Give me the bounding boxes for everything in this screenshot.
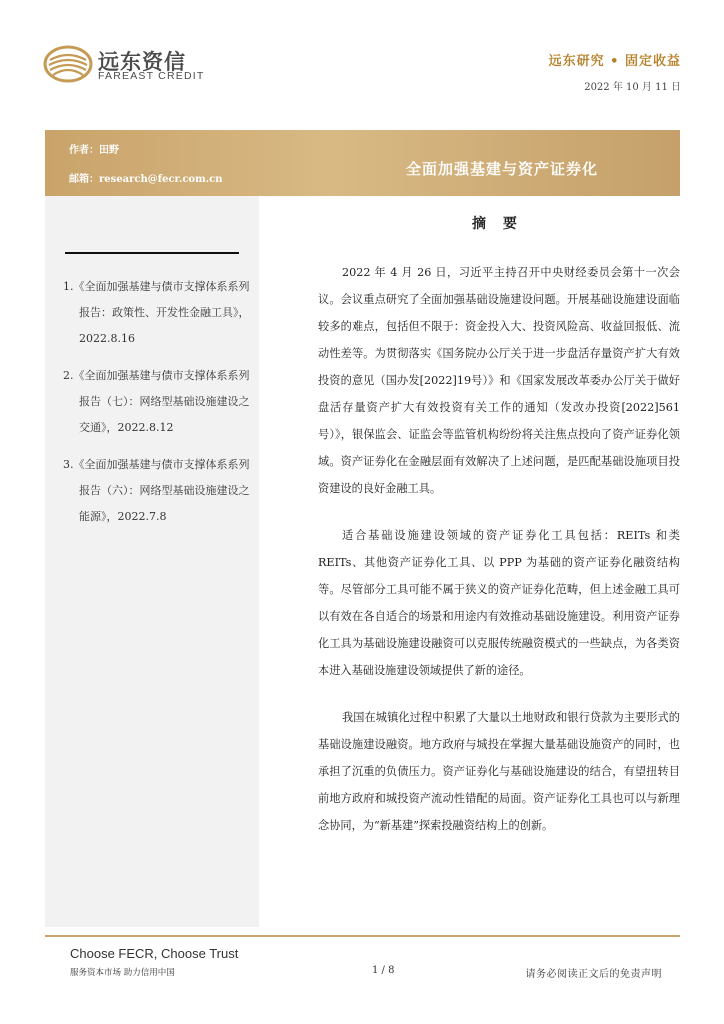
abstract-paragraph: 2022 年 4 月 26 日，习近平主持召开中央财经委员会第十一次会议。会议重点研究了全面加强基础设施建设问题。开展基础设施建设面临较多的难点，包括但不限于：资金投入大、投资风险高、收益回报低、流动性差等。为贯彻落实《国务院办公厅关于进一步盘活存量资产扩大有效投资的意见（国办发[2022]19号）》和《国家发展改革委办公厅关于做好盘活存量资产扩大有效投资有关工作的通知（发改办投资[2022]561 号）》，银保监会、证监会等监管机构纷纷将关注焦点投向了资产证券化领域。资产证券化在金融层面有效解决了上述问题，是匹配基础设施项目投资建设的良好金融工具。: [318, 266, 680, 495]
report-title: 全面加强基建与资产证券化: [406, 160, 599, 178]
footer-tagline: 服务资本市场 助力信用中国: [70, 968, 175, 978]
abstract-heading: 摘 要: [472, 216, 523, 232]
footer-slogan: Choose FECR, Choose Trust: [70, 946, 239, 961]
related-report-item[interactable]: 2.《全面加强基建与债市支撑体系系列报告（七）：网络型基础设施建设之交通》，2022.8.12: [63, 369, 250, 434]
abstract-body: [318, 259, 680, 859]
fareast-credit-logo-icon: [42, 44, 94, 84]
title-banner: [45, 130, 680, 196]
author-email[interactable]: 邮箱：research@fecr.com.cn: [69, 174, 223, 185]
sidebar-divider: [65, 252, 239, 254]
related-report-item[interactable]: 1.《全面加强基建与债市支撑体系系列报告：政策性、开发性金融工具》，2022.8.16: [63, 280, 250, 345]
footer-divider: [45, 935, 680, 937]
abstract-paragraph: 适合基础设施建设领域的资产证券化工具包括：REITs 和类REITs、其他资产证券化工具、以 PPP 为基础的资产证券化融资结构等。尽管部分工具可能不属于狭义的资产证券化范畴，但上述金融工具可以有效在各自适合的场景和用途内有效推动基础设施建设。利用资产证券化工具为基础设施建设融资可以克服传统融资模式的一些缺点，为各类资本进入基础设施建设领域提供了新的途径。: [318, 529, 680, 677]
abstract-paragraph: 我国在城镇化过程中积累了大量以土地财政和银行贷款为主要形式的基础设施建设融资。地方政府与城投在掌握大量基础设施资产的同时，也承担了沉重的负债压力。资产证券化与基础设施建设的结合，有望扭转目前地方政府和城投资产流动性错配的局面。资产证券化工具也可以与新理念协同，为“新基建”探索投融资结构上的创新。: [318, 711, 680, 832]
logo-english-name: FAREAST CREDIT: [98, 70, 205, 82]
related-reports-list: [63, 274, 253, 541]
author-label: 作者：田野: [69, 145, 119, 156]
related-report-item[interactable]: 3.《全面加强基建与债市支撑体系系列报告（六）：网络型基础设施建设之能源》，2022.7.8: [63, 458, 250, 523]
page-number: 1 / 8: [372, 965, 395, 976]
related-reports-sidebar: [45, 196, 259, 927]
footer-disclaimer: 请务必阅读正文后的免责声明: [525, 969, 662, 980]
publish-date: 2022 年 10 月 11 日: [584, 82, 681, 93]
report-series: 远东研究 • 固定收益: [548, 54, 681, 69]
logo-chinese-name: 远东资信: [98, 50, 186, 74]
